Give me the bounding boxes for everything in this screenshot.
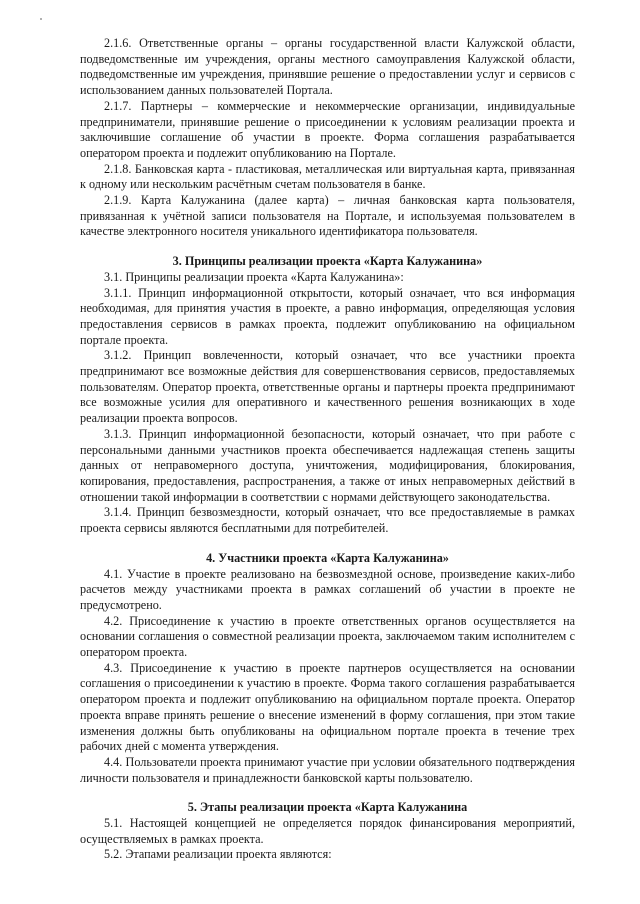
paragraph: 4.1. Участие в проекте реализовано на безвозмездной основе, произведение каких-либо расчетов между участниками проекта в рамках соглашений об участии в проекте не предусмотрено. bbox=[80, 566, 575, 612]
document-content bbox=[0, 36, 640, 863]
section-gap bbox=[0, 537, 640, 551]
paragraph: 2.1.8. Банковская карта - пластиковая, металлическая или виртуальная карта, привязанная к одному или нескольким расчётным счетам пользователя в банке. bbox=[80, 161, 575, 192]
paragraph: 3.1.3. Принцип информационной безопасности, который означает, что при работе с персональными данными участников проекта обеспечивается надлежащая степень защиты данных от неправомерного доступа, уничтожения, модифицирования, блокирования, копирования, предоставления, распространения, а также от иных неправомерных действий в отношении такой информации в соответствии с нормами действующего законодательства. bbox=[80, 426, 575, 504]
section-gap bbox=[0, 240, 640, 254]
paragraph: 2.1.6. Ответственные органы – органы государственной власти Калужской области, подведомственные им учреждения, органы местного самоуправления Калужской области, подведомственные им учреждения, принявшие решение о предоставлении услуг и сервисов с использованием данных пользователей Портала. bbox=[80, 36, 575, 98]
section-heading: 3. Принципы реализации проекта «Карта Калужанина» bbox=[172, 254, 483, 269]
section-heading: 5. Этапы реализации проекта «Карта Калужанина bbox=[187, 800, 468, 815]
paragraph: 3.1.4. Принцип безвозмездности, который означает, что все предоставляемые в рамках проекта сервисы являются бесплатными для потребителей. bbox=[80, 505, 575, 536]
paragraph: 2.1.7. Партнеры – коммерческие и некоммерческие организации, индивидуальные предприниматели, принявшие решение о присоединении к условиям реализации проекта и заключившие соглашение об участии в проекте. Форма соглашения разрабатывается оператором проекта и подлежит опубликованию на Портале. bbox=[80, 98, 575, 160]
paragraph: 3.1.2. Принцип вовлеченности, который означает, что все участники проекта предпринимают все возможные действия для совершенствования сервисов, предоставляемых пользователям. Оператор проекта, ответственные органы и партнеры проекта предпринимают все возможные усилия для оперативного и качественного решения возникающих в ходе реализации проекта вопросов. bbox=[80, 348, 575, 426]
section-gap bbox=[0, 786, 640, 800]
paragraph: 2.1.9. Карта Калужанина (далее карта) – личная банковская карта пользователя, привязанная к учётной записи пользователя на Портале, и используемая пользователем в качестве электронного носителя уникального идентификатора пользователя. bbox=[80, 193, 575, 239]
paragraph: 3.1. Принципы реализации проекта «Карта Калужанина»: bbox=[104, 269, 404, 284]
section-heading: 4. Участники проекта «Карта Калужанина» bbox=[206, 550, 449, 565]
paragraph: 5.1. Настоящей концепцией не определяется порядок финансирования мероприятий, осуществляемых в рамках проекта. bbox=[80, 816, 575, 846]
paragraph: 4.2. Присоединение к участию в проекте ответственных органов осуществляется на основании соглашения о совместной реализации проекта, заключаемом таким исполнителем с оператором проекта. bbox=[80, 613, 575, 660]
paragraph: 5.2. Этапами реализации проекта являются: bbox=[104, 847, 332, 862]
paragraph: 3.1.1. Принцип информационной открытости, который означает, что вся информация необходимая, для принятия участия в проекте, а равно информация, определяющая условия предоставления сервисов в рамках проекта, подлежит опубликованию на официальном портале проекта. bbox=[80, 285, 575, 347]
paragraph: 4.4. Пользователи проекта принимают участие при условии обязательного подтверждения личности пользователя и принадлежности банковской карты пользователю. bbox=[80, 754, 575, 785]
scan-speck bbox=[40, 18, 42, 20]
paragraph: 4.3. Присоединение к участию в проекте партнеров осуществляется на основании соглашения о присоединении к участию в проекте. Форма такого соглашения разрабатывается оператором проекта и подлежит опубликованию на официальном портале проекта. Оператор проекта вправе принять решение о внесение изменений в форму соглашения, при этом такие изменения должны быть опубликованы на официальном портале проекта в течение трех рабочих дней с момента утверждения. bbox=[80, 660, 575, 754]
